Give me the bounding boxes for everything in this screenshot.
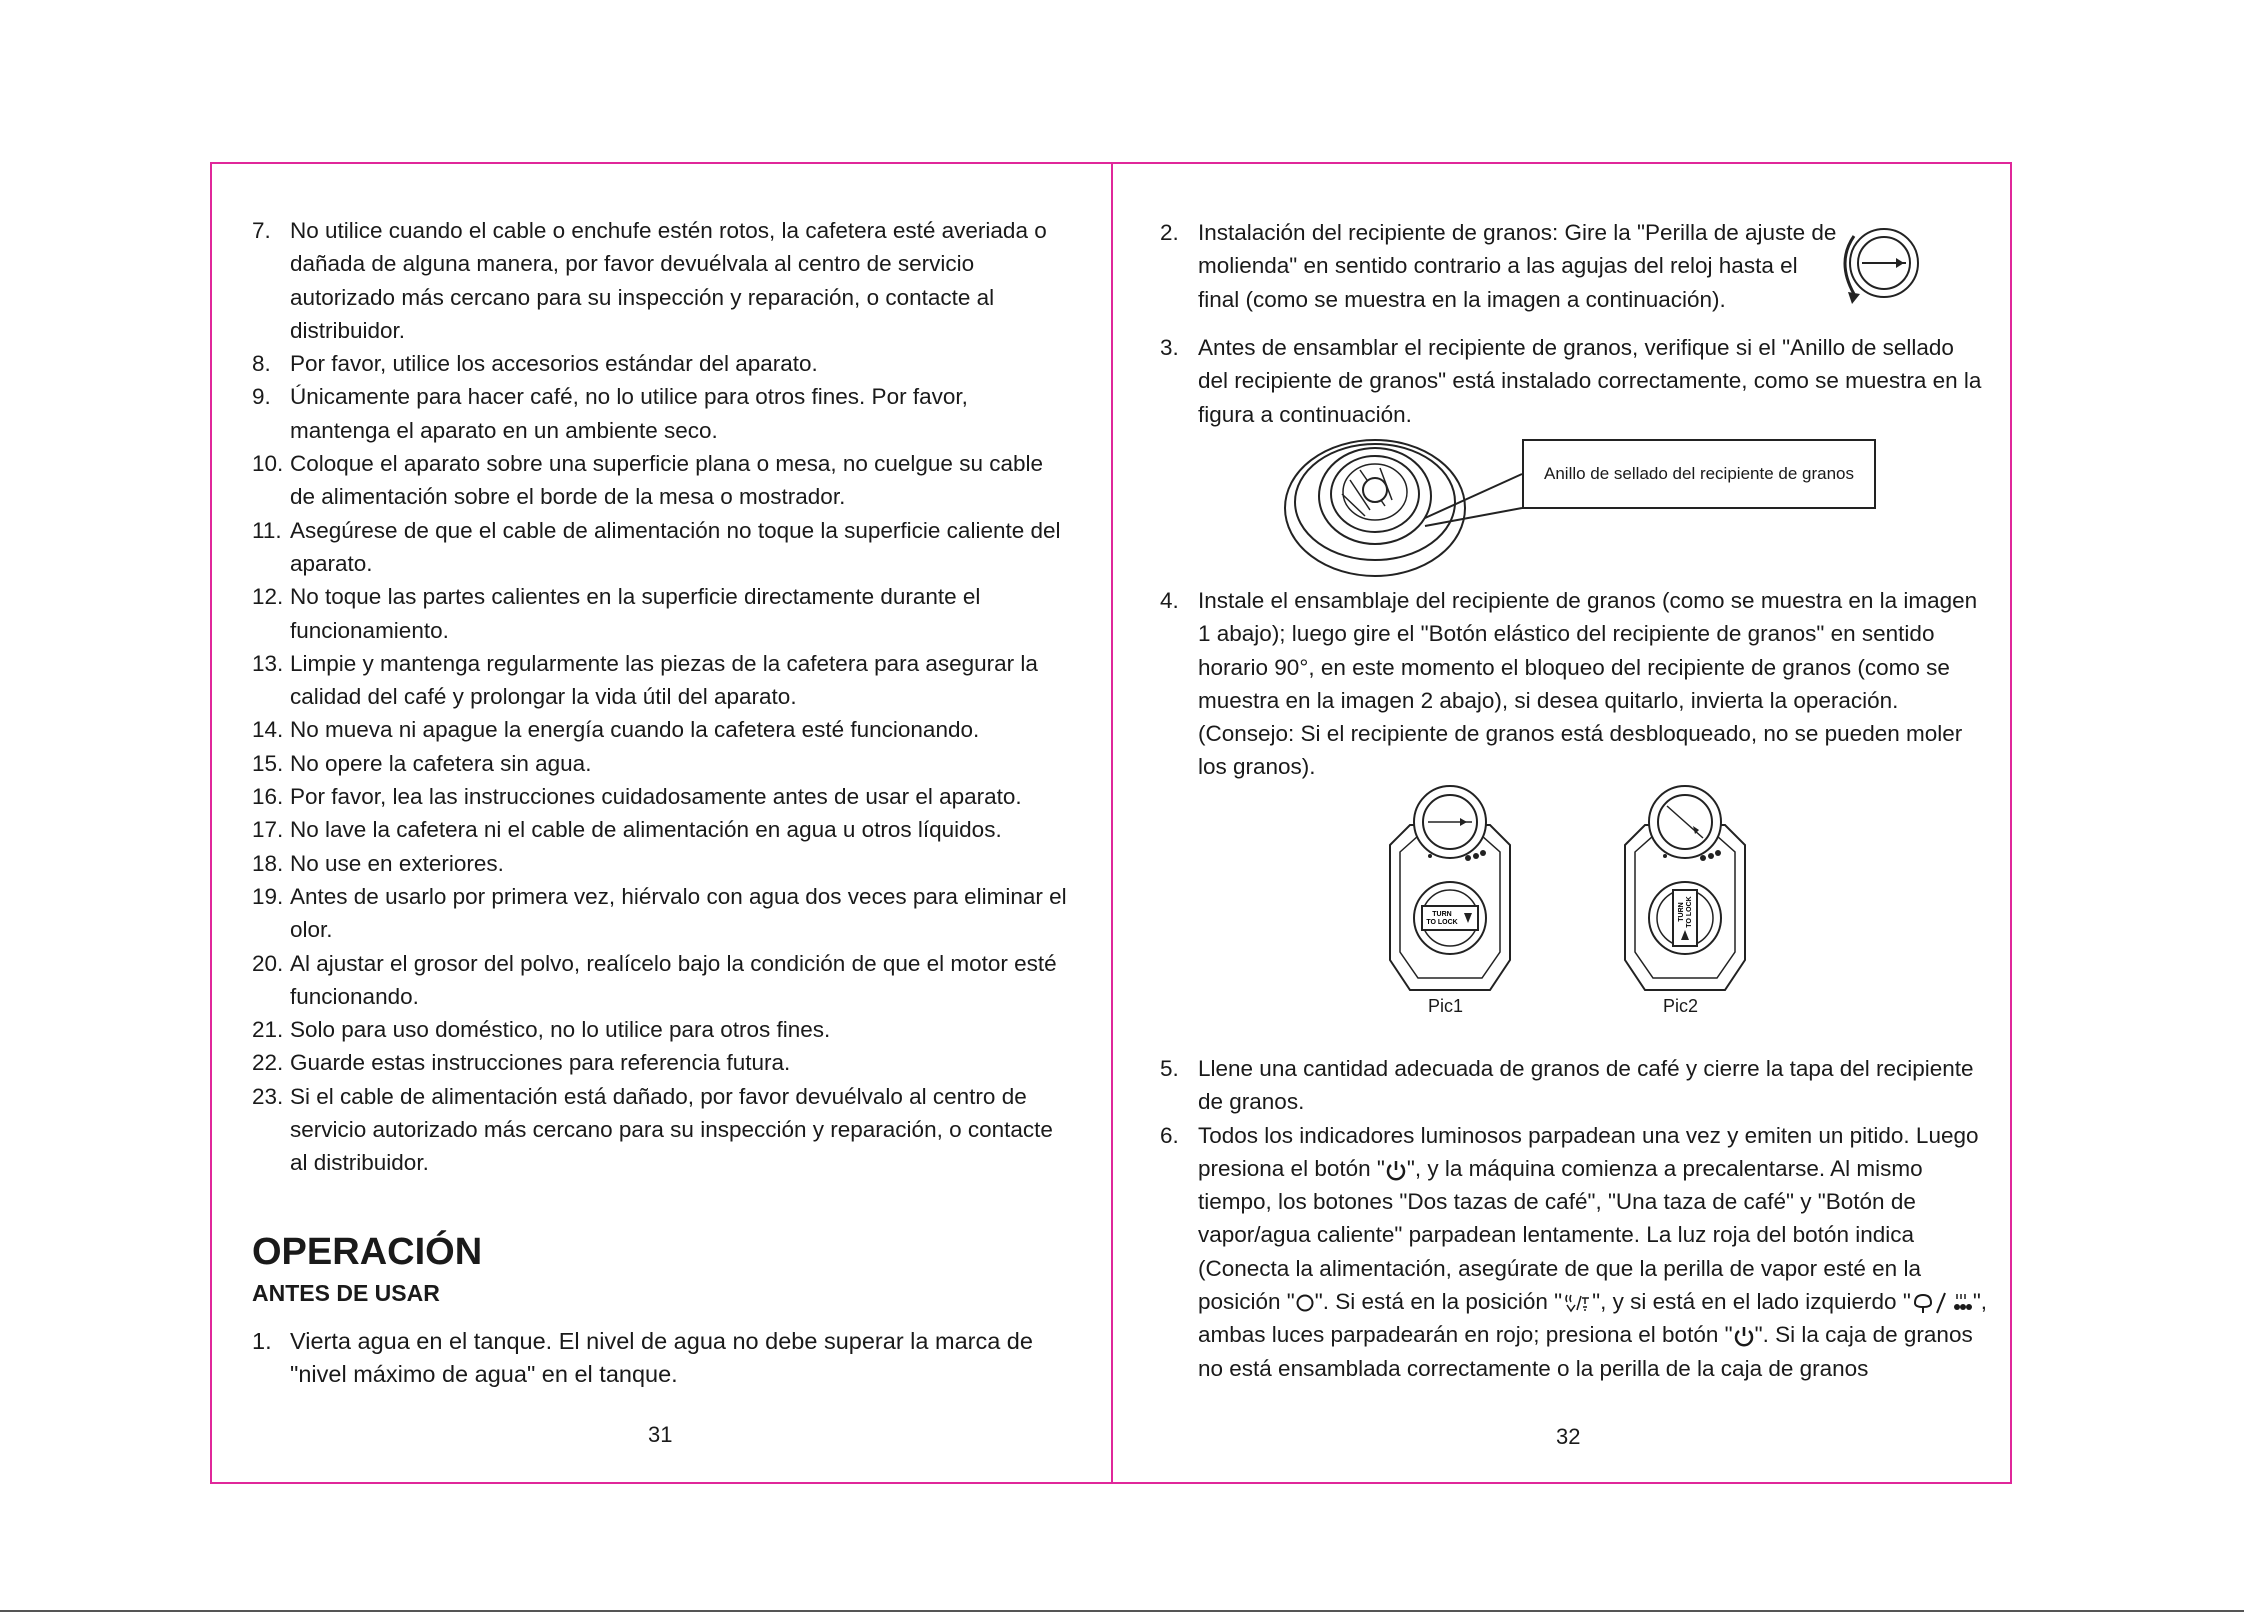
pic2-label: Pic2 (1663, 996, 1699, 1016)
item-number: 11. (252, 517, 282, 543)
section-title: OPERACIÓN (252, 1231, 483, 1273)
item-number: 7. (252, 218, 271, 243)
power-icon (1385, 1159, 1407, 1181)
item-text: Antes de ensamblar el recipiente de granos, verifique si el "Anillo de sellado del recipiente de granos" está instalado correctamente, como se muestra en la figura a continuación. (1198, 335, 1982, 427)
item-number: 15. (252, 750, 284, 776)
item-number: 6. (1160, 1122, 1179, 1148)
list-item (252, 880, 1072, 947)
step-3 (1160, 331, 1990, 431)
item-number: 9. (252, 384, 271, 410)
item-text: Todos los indicadores luminosos parpadean una vez y emiten un pitido. Luego presiona el botón " ", y la máquina comienza a precalentarse. Al mismo tiempo, los botones "Dos tazas de café", "Una taza de café" y "Botón de vapor/agua caliente" parpadean lentamente. La luz roja del botón indica (Conecta la alimentación, asegúrate de que la perilla de vapor esté en la posición " ". Si está en la posición " ", y si está en el lado izquierdo " ", ambas luces parpadearán en rojo; presiona el botón " ". Si la caja de granos no está ensamblada correctamente o la perilla de la caja de granos (1198, 1122, 1988, 1381)
list-item (1160, 331, 1990, 431)
step-4 (1160, 584, 1990, 784)
item-text: No opere la cafetera sin agua. (290, 750, 592, 776)
item-text: Llene una cantidad adecuada de granos de café y cierre la tapa del recipiente de granos. (1198, 1056, 1974, 1115)
pic2-illustration (1605, 780, 1765, 995)
left-position-icon (1911, 1291, 1973, 1315)
svg-text:TO LOCK: TO LOCK (1426, 919, 1458, 926)
sealing-ring-illustration (1280, 430, 1530, 580)
item-number: 21. (252, 1017, 284, 1043)
item-number: 8. (252, 351, 271, 377)
steps-5-6 (1160, 1052, 1990, 1385)
item-text: Si el cable de alimentación está dañado, por favor devuélvalo al centro de servicio autorizado más cercano para su inspección y reparación, o contacte al distribuidor. (290, 1083, 1053, 1176)
item-text: No use en exteriores. (290, 850, 504, 876)
item-number: 2. (1160, 220, 1179, 245)
safety-list (252, 214, 1072, 1180)
list-item (252, 1046, 1072, 1079)
item-number: 16. (252, 784, 284, 810)
item-number: 10. (252, 451, 284, 477)
list-item (1160, 1119, 1990, 1385)
operation-list (252, 1325, 1072, 1392)
item-text: Por favor, utilice los accesorios estándar del aparato. (290, 351, 818, 377)
item-number: 22. (252, 1050, 284, 1076)
bottom-rule (0, 1610, 2244, 1612)
list-item (252, 780, 1072, 813)
item-number: 5. (1160, 1056, 1179, 1081)
list-item (1160, 1052, 1990, 1119)
item-number: 19. (252, 883, 284, 909)
page-number-right: 32 (1556, 1424, 1581, 1449)
page-divider (1111, 162, 1113, 1484)
item-text: Únicamente para hacer café, no lo utilice para otros fines. Por favor, mantenga el aparato en un ambiente seco. (290, 384, 968, 443)
item-text: Limpie y mantenga regularmente las piezas de la cafetera para asegurar la calidad del café y prolongar la vida útil del aparato. (290, 650, 1038, 710)
list-item (252, 580, 1072, 647)
item-number: 20. (252, 950, 284, 976)
section-subtitle: ANTES DE USAR (252, 1280, 440, 1306)
item-text: Vierta agua en el tanque. El nivel de agua no debe superar la marca de "nivel máximo de agua" en el tanque. (290, 1328, 1033, 1388)
item-text: No mueva ni apague la energía cuando la cafetera esté funcionando. (290, 717, 980, 743)
item-text: No utilice cuando el cable o enchufe estén rotos, la cafetera esté averiada o dañada de alguna manera, por favor devuélvala al centro de servicio autorizado más cercano para su inspección y reparación, o contacte al distribuidor. (290, 218, 1047, 343)
list-item (252, 847, 1072, 880)
item-text: Solo para uso doméstico, no lo utilice para otros fines. (290, 1017, 831, 1043)
list-item (252, 813, 1072, 846)
list-item (252, 447, 1072, 514)
svg-text:TURN: TURN (1678, 902, 1685, 922)
item-text: Antes de usarlo por primera vez, hiérvalo con agua dos veces para eliminar el olor. (290, 883, 1067, 943)
item-number: 1. (252, 1328, 272, 1354)
item-text: Al ajustar el grosor del polvo, realícelo bajo la condición de que el motor esté funcionando. (290, 950, 1057, 1009)
list-item (252, 347, 1072, 380)
item-number: 14. (252, 717, 284, 743)
grind-knob-icon (1832, 222, 1928, 308)
item-text: Coloque el aparato sobre una superficie plana o mesa, no cuelgue su cable de alimentación sobre el borde de la mesa o mostrador. (290, 451, 1044, 510)
item-text: Asegúrese de que el cable de alimentación no toque la superficie caliente del aparato. (290, 517, 1061, 576)
item-number: 18. (252, 850, 284, 876)
item-number: 23. (252, 1083, 284, 1109)
steam-water-icon (1562, 1292, 1592, 1314)
turn-lock-label: TURN (1432, 911, 1452, 918)
item-number: 17. (252, 817, 284, 843)
item-text: Instale el ensamblaje del recipiente de granos (como se muestra en la imagen 1 abajo); luego gire el "Botón elástico del recipiente de granos" en sentido horario 90°, en este momento el bloqueo del recipiente de granos (como se muestra en la imagen 2 abajo), si desea quitarlo, invierta la operación. (Consejo: Si el recipiente de granos está desbloqueado, no se pueden moler los granos). (1198, 588, 1978, 780)
sealing-ring-callout: Anillo de sellado del recipiente de granos (1522, 439, 1876, 509)
list-item (252, 214, 1072, 347)
item-text: No lave la cafetera ni el cable de alimentación en agua u otros líquidos. (290, 817, 1002, 843)
list-item (252, 713, 1072, 746)
list-item (252, 947, 1072, 1014)
item-number: 13. (252, 650, 284, 676)
list-item (252, 380, 1072, 447)
item-number: 4. (1160, 588, 1179, 613)
item-text: Por favor, lea las instrucciones cuidadosamente antes de usar el aparato. (290, 784, 1022, 810)
list-item (252, 514, 1072, 581)
item-text: Instalación del recipiente de granos: Gire la "Perilla de ajuste de molienda" en sentido contrario a las agujas del reloj hasta el final (como se muestra en la imagen a continuación). (1198, 220, 1837, 312)
item-number: 12. (252, 584, 284, 610)
pic1-label: Pic1 (1428, 996, 1464, 1016)
pic1-illustration (1370, 780, 1530, 995)
item-number: 3. (1160, 335, 1179, 360)
list-item (252, 1325, 1072, 1392)
circle-position-icon (1295, 1293, 1315, 1313)
item-text: Guarde estas instrucciones para referencia futura. (290, 1050, 791, 1076)
list-item (252, 1013, 1072, 1046)
list-item (1160, 584, 1990, 784)
list-item (252, 647, 1072, 714)
svg-text:TO LOCK: TO LOCK (1686, 896, 1693, 928)
page-number-left: 31 (648, 1422, 673, 1447)
power-icon (1733, 1325, 1755, 1347)
list-item (252, 747, 1072, 780)
list-item (252, 1080, 1072, 1180)
item-text: No toque las partes calientes en la superficie directamente durante el funcionamiento. (290, 584, 981, 643)
